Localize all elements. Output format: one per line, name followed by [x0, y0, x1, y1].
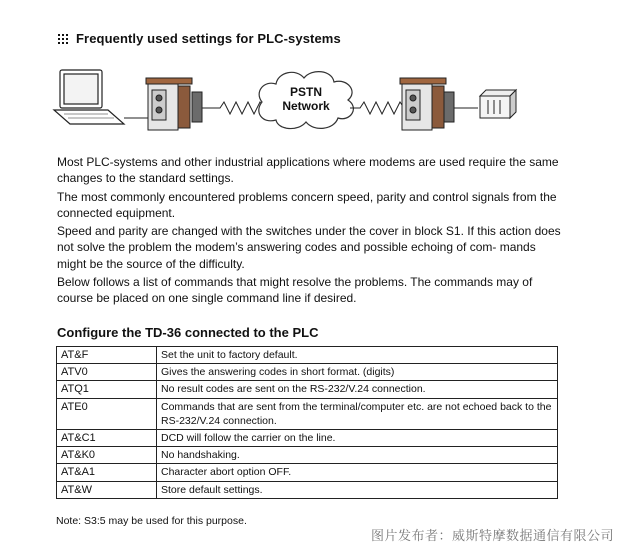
command-cell: ATQ1 [57, 381, 157, 398]
description-cell: DCD will follow the carrier on the line. [156, 430, 557, 447]
commands-table [56, 346, 558, 499]
command-cell: AT&K0 [57, 447, 157, 464]
paragraph: The most commonly encountered problems concern speed, parity and control signals from the connected equipment. [57, 189, 557, 220]
table-row [57, 398, 558, 429]
section-title [58, 31, 341, 46]
table-row [57, 447, 558, 464]
publisher-watermark: 图片发布者：威斯特摩数据通信有限公司 [370, 528, 614, 543]
paragraph: Below follows a list of commands that might resolve the problems. The commands may of course be placed on one single command line if desired. [57, 275, 533, 306]
command-cell: AT&F [57, 347, 157, 364]
description [57, 154, 567, 309]
paragraph: Most PLC-systems and other industrial applications where modems are used require the same changes to the standard settings. [57, 155, 559, 186]
modem-right-icon [400, 78, 454, 130]
command-cell: AT&A1 [57, 464, 157, 481]
description-cell: Character abort option OFF. [156, 464, 557, 481]
description-cell: Set the unit to factory default. [156, 347, 557, 364]
cloud-icon [259, 72, 354, 129]
description-cell: No handshaking. [156, 447, 557, 464]
cloud-label-line2: Network [282, 99, 330, 113]
table-row [57, 430, 558, 447]
description-cell: Store default settings. [156, 481, 557, 498]
table-row [57, 464, 558, 481]
table-row [57, 347, 558, 364]
command-cell: ATE0 [57, 398, 157, 429]
table-row [57, 364, 558, 381]
command-cell: AT&W [57, 481, 157, 498]
modem-left-icon [146, 78, 202, 130]
network-diagram [50, 62, 520, 144]
table-row [57, 481, 558, 498]
command-cell: ATV0 [57, 364, 157, 381]
description-cell: No result codes are sent on the RS-232/V.24 connection. [156, 381, 557, 398]
command-cell: AT&C1 [57, 430, 157, 447]
grid-bullet-icon [58, 34, 70, 44]
plc-device-icon [480, 90, 516, 118]
description-cell: Gives the answering codes in short format. (digits) [156, 364, 557, 381]
table-title: Configure the TD-36 connected to the PLC [57, 325, 319, 340]
cloud-label-line1: PSTN [289, 85, 323, 99]
paragraph: Speed and parity are changed with the switches under the cover in block S1. If this action does not solve the problem the modem’s answering codes and possible echoing of com- mands might be the source of the difficulty. [57, 224, 561, 271]
description-cell: Commands that are sent from the terminal/computer etc. are not echoed back to the RS-232/V.24 connection. [156, 398, 557, 429]
section-title-text: Frequently used settings for PLC-systems [76, 31, 341, 46]
laptop-icon [54, 70, 124, 124]
phone-line-right [350, 102, 404, 114]
table-row [57, 381, 558, 398]
footnote: Note: S3:5 may be used for this purpose. [56, 515, 247, 527]
